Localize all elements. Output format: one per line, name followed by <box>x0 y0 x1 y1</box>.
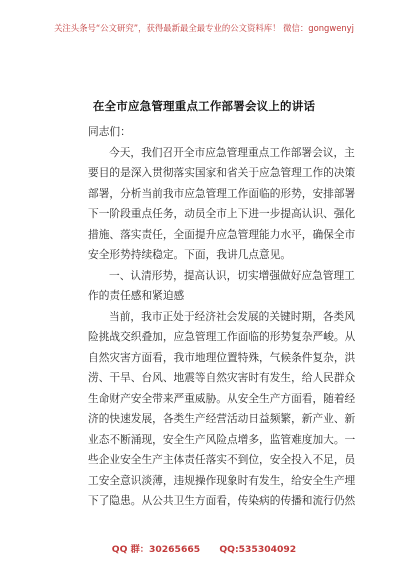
paragraph-line: 安全形势持续稳定。下面，我讲几点意见。 <box>88 248 292 261</box>
paragraph-line: 自然灾害方面看，我市地理位置特殊，气候条件复杂，洪 <box>88 350 356 364</box>
section-heading: 一、认清形势，提高认识，切实增强做好应急管理工 <box>109 268 355 282</box>
section-heading: 作的责任感和紧迫感 <box>88 289 185 302</box>
paragraph-line: 下一阶段重点任务，动员全市上下进一步提高认识、强化 <box>88 207 356 220</box>
paragraph-line: 今天，我们召开全市应急管理重点工作部署会议，主 <box>109 145 355 159</box>
paragraph-line: 措施、落实责任，全面提升应急管理能力水平，确保全市 <box>88 227 356 241</box>
document-title: 在全市应急管理重点工作部署会议上的讲话 <box>92 99 316 113</box>
qq-text: QQ:535304092 <box>219 544 297 555</box>
paragraph-line: 些企业安全生产主体责任落实不到位，安全投入不足，员 <box>88 453 356 466</box>
paragraph-line: 工安全意识淡薄，违规操作现象时有发生，给安全生产埋 <box>88 473 356 487</box>
paragraph-line: 济的快速发展，各类生产经营活动日益频繁，新产业、新 <box>88 412 356 425</box>
footer-banner <box>0 541 408 555</box>
paragraph-line: 业态不断涌现，安全生产风险点增多，监管难度加大。一 <box>88 432 356 446</box>
header-banner: 关注头条号“公文研究”，获得最新最全最专业的公文资料库！ 微信：gongwenyj <box>54 23 354 33</box>
paragraph-line: 涝、干旱、台风、地震等自然灾害时有发生，给人民群众 <box>88 371 356 384</box>
paragraph-line: 下了隐患。从公共卫生方面看，传染病的传播和流行仍然 <box>88 494 356 507</box>
paragraph-line: 部署，分析当前我市应急管理工作面临的形势，安排部署 <box>88 186 356 200</box>
document-body <box>88 122 356 512</box>
salutation: 同志们： <box>88 125 131 138</box>
qq-group-text: QQ 群：30265665 <box>111 544 201 555</box>
paragraph-line: 当前，我市正处于经济社会发展的关键时期，各类风 <box>109 309 355 323</box>
paragraph-line: 要目的是深入贯彻落实国家和省关于应急管理工作的决策 <box>88 166 356 179</box>
paragraph-line: 生命财产安全带来严重威胁。从安全生产方面看，随着经 <box>88 391 356 405</box>
paragraph-line: 险挑战交织叠加，应急管理工作面临的形势复杂严峻。从 <box>88 330 356 343</box>
